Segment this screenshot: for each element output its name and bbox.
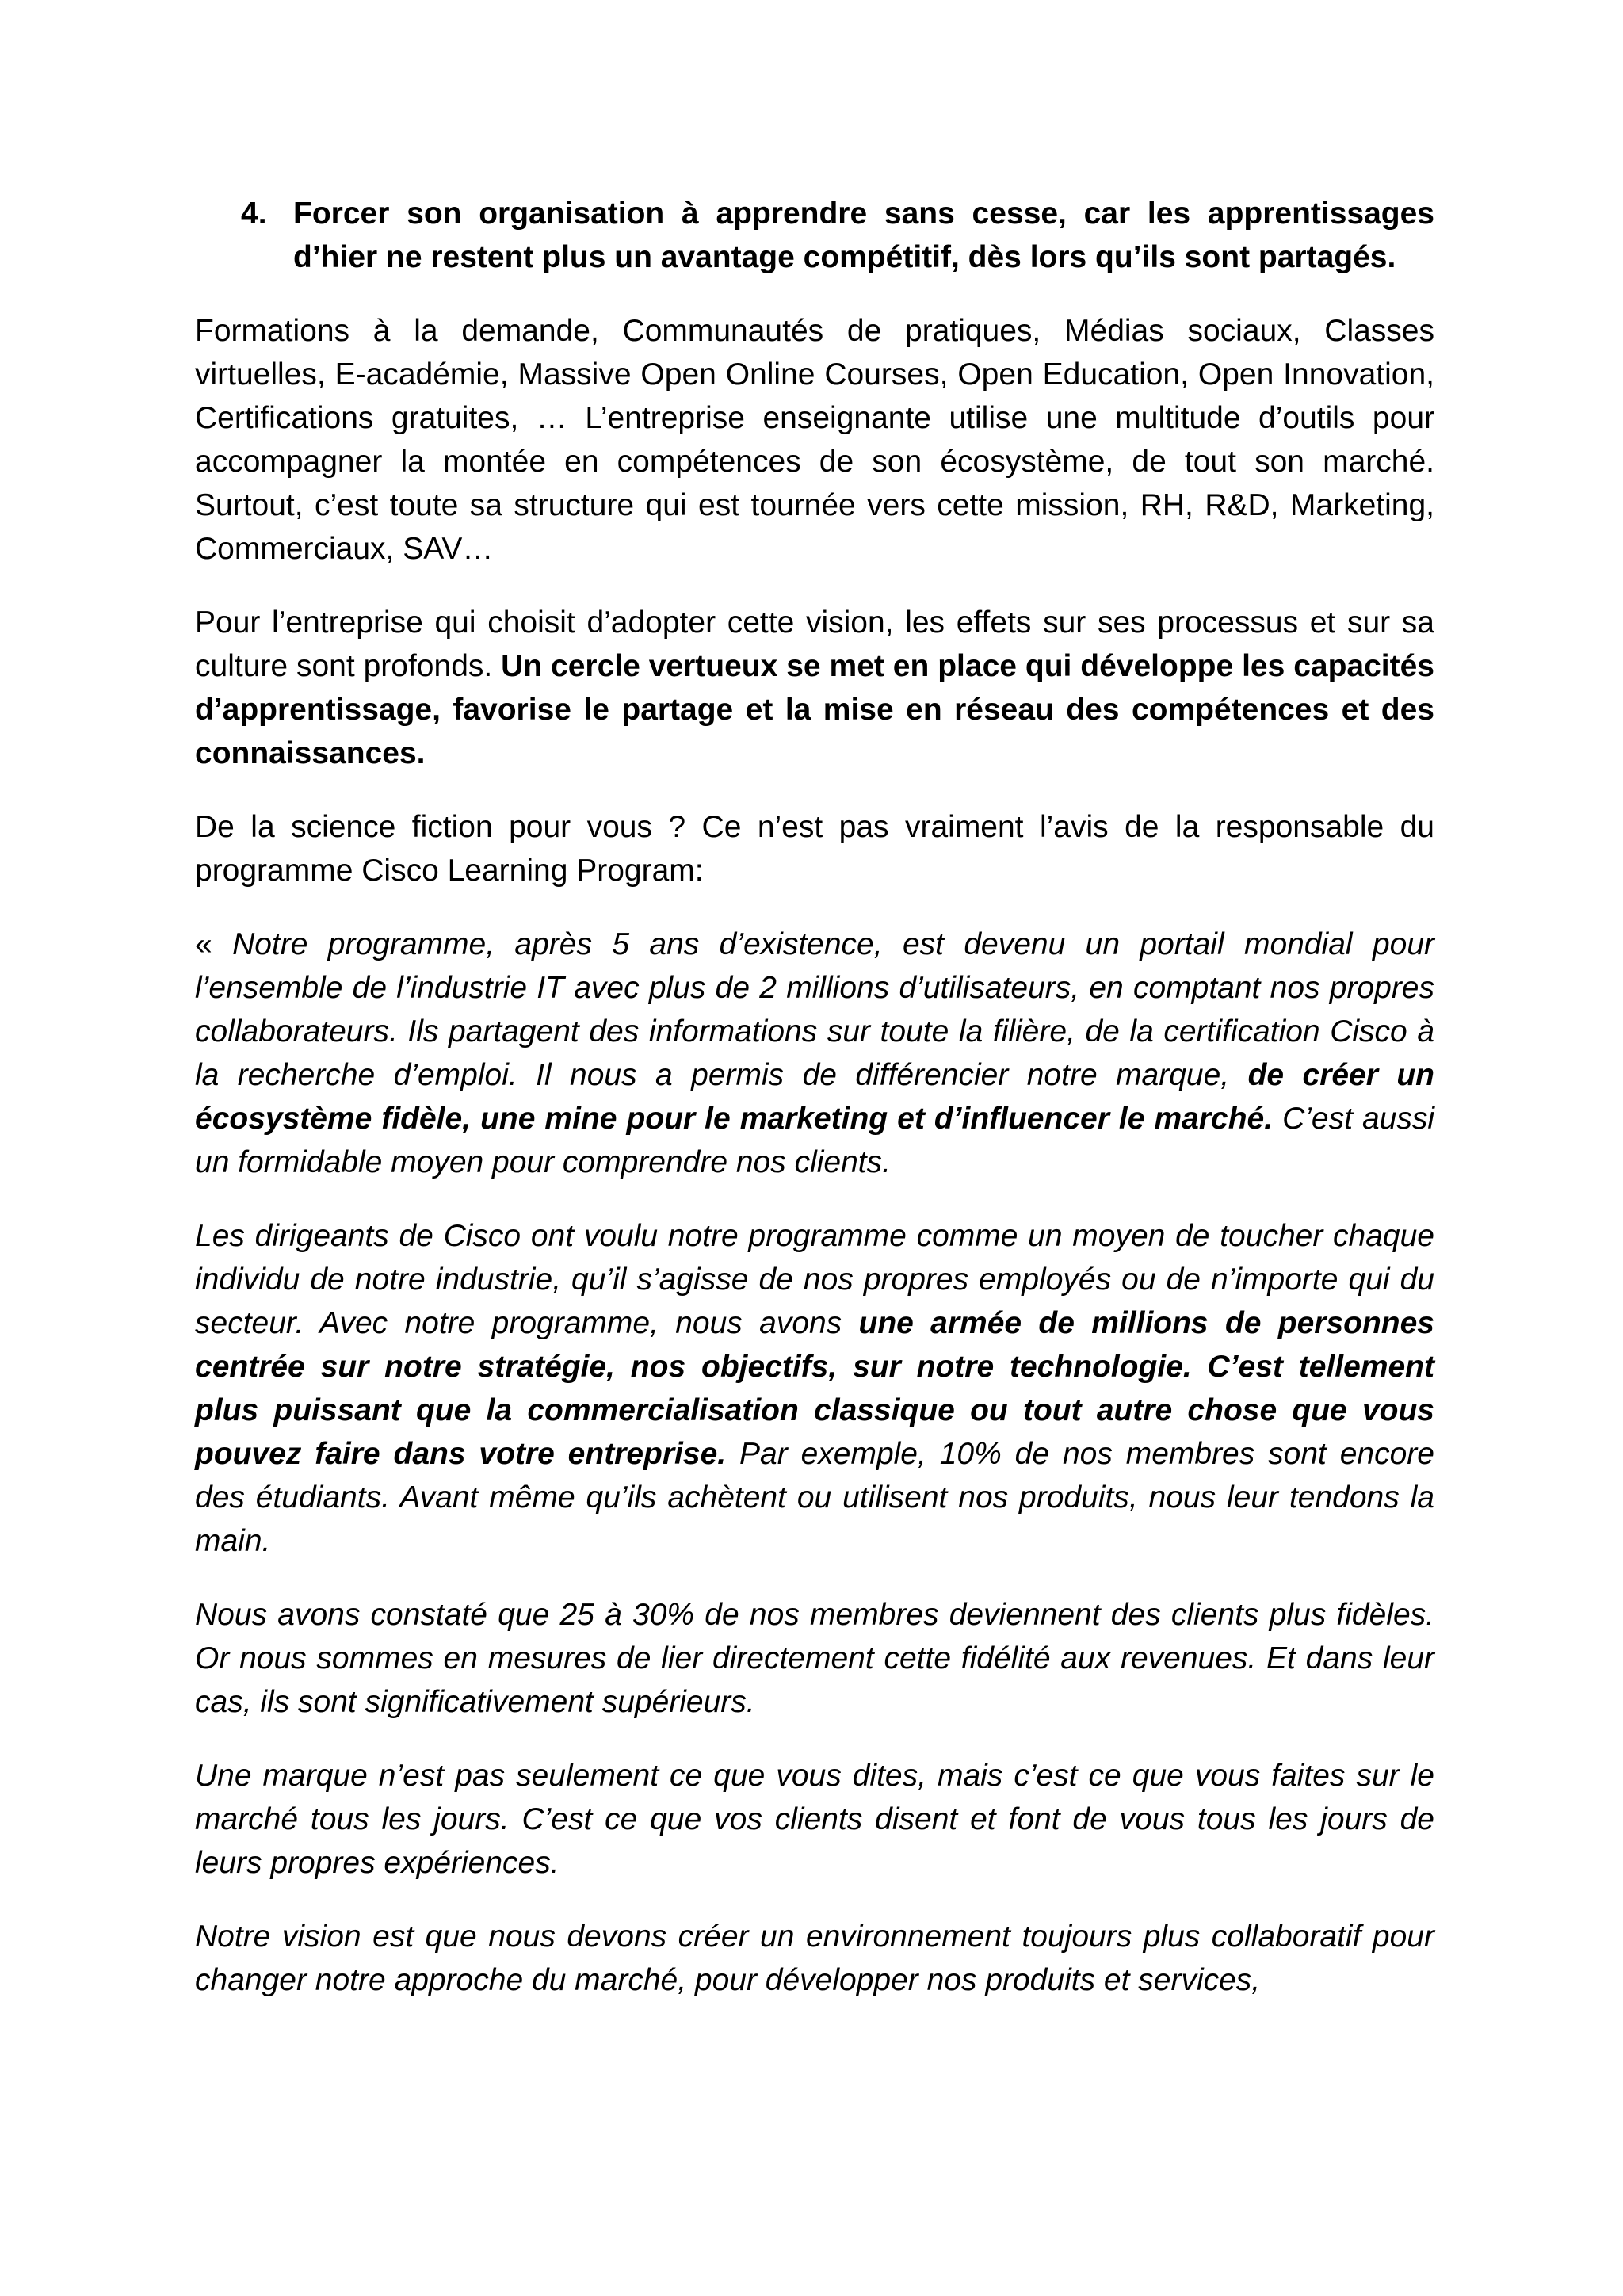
quote-3-text: Nous avons constaté que 25 à 30% de nos membres deviennent des clients plus fidèles. Or nous sommes en mesures de lier directement cette fidélité aux revenues. Et dans leur cas, ils sont significativement supérieurs. — [195, 1598, 1434, 1719]
quote-1-bold: de créer un écosystème fidèle, une mine pour le marketing et d’influencer le marché. — [195, 1058, 1434, 1136]
quote-paragraph-4 — [195, 1754, 1434, 1885]
paragraph-science-fiction — [195, 805, 1434, 892]
quote-5-text: Notre vision est que nous devons créer un environnement toujours plus collaboratif pour changer notre approche du marché, pour développer nos produits et services, — [195, 1920, 1434, 1997]
list-number: 4. — [241, 197, 267, 231]
paragraph-tools — [195, 309, 1434, 571]
paragraph-vision-intro: Pour l’entreprise qui choisit d’adopter cette vision, les effets sur ses processus et sur sa culture sont profonds. — [195, 606, 1434, 683]
quote-2-text-start: Les dirigeants de Cisco ont voulu notre programme comme un moyen de toucher chaque individu de notre industrie, qu’il s’agisse de nos propres employés ou de n’importe qui du secteur. Avec notre programme, nous avons — [195, 1219, 1434, 1340]
paragraph-tools-text: Formations à la demande, Communautés de pratiques, Médias sociaux, Classes virtuelles, E-académie, Massive Open Online Courses, Open Education, Open Innovation, Certifications gratuites, … L’entreprise enseignante utilise une multitude d’outils pour accompagner la montée en compétences de son écosystème, de tout son marché. Surtout, c’est toute sa structure qui est tournée vers cette mission, RH, R&D, Marketing, Commerciaux, SAV… — [195, 314, 1434, 566]
paragraph-vision — [195, 601, 1434, 775]
quote-paragraph-3 — [195, 1593, 1434, 1724]
paragraph-science-fiction-text: De la science fiction pour vous ? Ce n’est pas vraiment l’avis de la responsable du programme Cisco Learning Program: — [195, 810, 1434, 888]
quote-4-text: Une marque n’est pas seulement ce que vous dites, mais c’est ce que vous faites sur le marché tous les jours. C’est ce que vos clients disent et font de vous tous les jours de leurs propres expériences. — [195, 1759, 1434, 1880]
quote-1-text-start: Notre programme, après 5 ans d’existence, est devenu un portail mondial pour l’ensemble de l’industrie IT avec plus de 2 millions d’utilisateurs, en comptant nos propres collaborateurs. Ils partagent des informations sur toute la filière, de la certification Cisco à la recherche d’emploi. Il nous a permis de différencier notre marque, — [195, 927, 1434, 1092]
quote-paragraph-2 — [195, 1214, 1434, 1563]
document-page — [195, 192, 1434, 2032]
quote-1-text-end: C’est aussi un formidable moyen pour comprendre nos clients. — [195, 1102, 1435, 1179]
quote-2-text-end: Par exemple, 10% de nos membres sont encore des étudiants. Avant même qu’ils achètent ou utilisent nos produits, nous leur tendons la main. — [195, 1437, 1434, 1558]
quote-2-bold: une armée de millions de personnes centrée sur notre stratégie, nos objectifs, sur notre technologie. C’est tellement plus puissant que la commercialisation classique ou tout autre chose que vous pouvez faire dans votre entreprise. — [195, 1306, 1434, 1471]
quote-paragraph-5 — [195, 1915, 1434, 2002]
paragraph-vision-bold: Un cercle vertueux se met en place qui développe les capacités d’apprentissage, favorise le partage et la mise en réseau des compétences et des connaissances. — [195, 649, 1434, 770]
quote-paragraph-1 — [195, 923, 1434, 1184]
list-item-text: Forcer son organisation à apprendre sans cesse, car les apprentissages d’hier ne restent plus un avantage compétitif, dès lors qu’ils sont partagés. — [293, 197, 1434, 274]
quote-open-mark: « — [195, 927, 233, 961]
numbered-list-item — [195, 192, 1434, 279]
